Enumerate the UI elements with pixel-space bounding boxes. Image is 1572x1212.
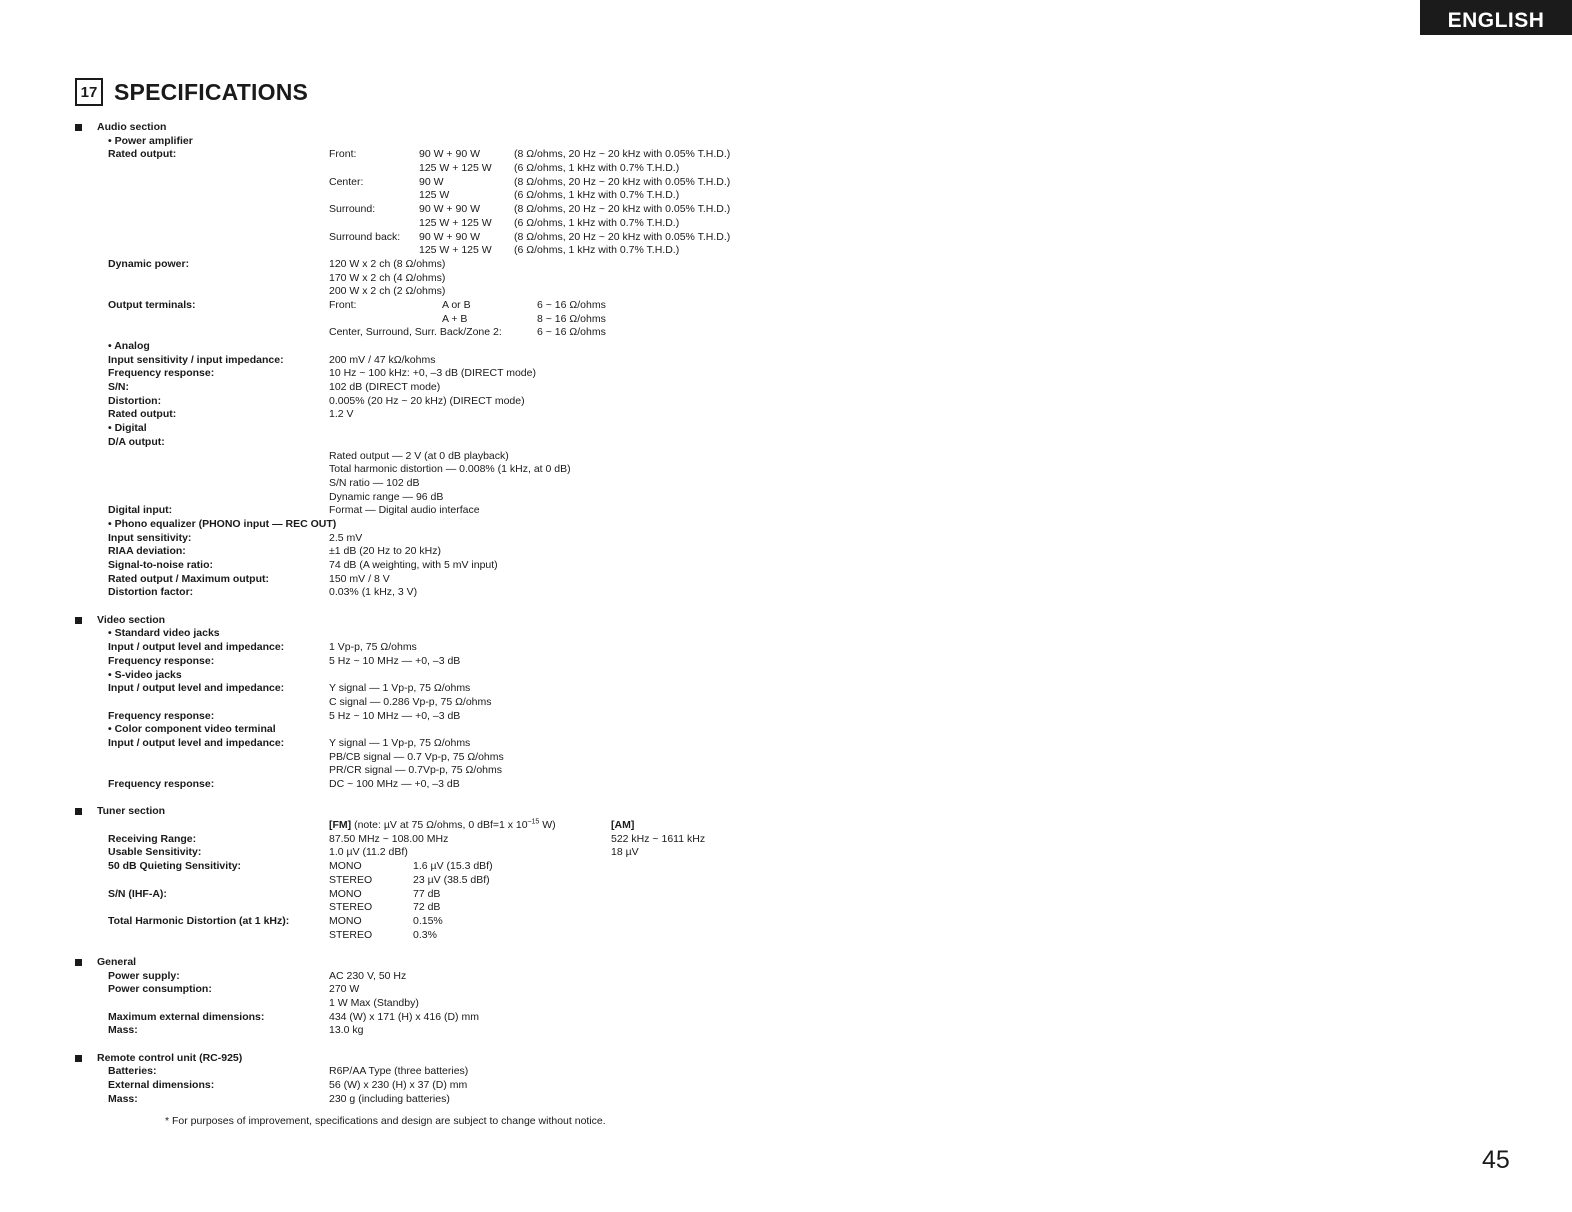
spec-row bbox=[0, 874, 1572, 888]
fm-note-unit: W) bbox=[539, 819, 556, 832]
spec-row bbox=[0, 737, 1572, 751]
mode-value: 0.15% bbox=[413, 914, 443, 927]
subsection-header bbox=[0, 422, 1572, 436]
impedance-value: 6 ~ 16 Ω/ohms bbox=[537, 326, 606, 339]
spec-label: S/N: bbox=[108, 381, 129, 394]
language-tab: ENGLISH bbox=[1420, 0, 1572, 35]
spec-value: 56 (W) x 230 (H) x 37 (D) mm bbox=[329, 1079, 468, 1092]
spec-row bbox=[0, 1093, 1572, 1107]
spec-value: S/N ratio — 102 dB bbox=[329, 476, 420, 489]
spec-value: 0.03% (1 kHz, 3 V) bbox=[329, 586, 418, 599]
spec-label: Frequency response: bbox=[108, 778, 215, 790]
section-title: Video section bbox=[97, 613, 166, 626]
terminal-mode: A + B bbox=[442, 312, 468, 325]
spec-label: Mass: bbox=[108, 1024, 138, 1037]
mode-value: 23 µV (38.5 dBf) bbox=[413, 873, 490, 886]
spec-value: 1.2 V bbox=[329, 408, 354, 421]
spec-row bbox=[0, 710, 1572, 724]
video-section-header bbox=[0, 614, 1572, 628]
remote-section-header bbox=[0, 1052, 1572, 1066]
fm-tag: [FM] bbox=[329, 819, 352, 832]
rated-output-row bbox=[0, 244, 1572, 258]
spec-label: S/N (IHF-A): bbox=[108, 887, 167, 900]
spec-value: ±1 dB (20 Hz to 20 kHz) bbox=[329, 545, 441, 558]
spec-row bbox=[0, 983, 1572, 997]
subsection-header bbox=[0, 669, 1572, 683]
audio-section-header bbox=[0, 121, 1572, 135]
spec-label: Mass: bbox=[108, 1092, 138, 1105]
spec-value: PB/CB signal — 0.7 Vp-p, 75 Ω/ohms bbox=[329, 750, 504, 763]
channel-name: Surround back: bbox=[329, 230, 401, 243]
bullet-square-icon bbox=[75, 1055, 82, 1062]
spec-row bbox=[0, 504, 1572, 518]
spec-value: 434 (W) x 171 (H) x 416 (D) mm bbox=[329, 1010, 479, 1023]
rated-output-row bbox=[0, 162, 1572, 176]
spec-label: Distortion: bbox=[108, 394, 162, 407]
channel-name: Center, Surround, Surr. Back/Zone 2: bbox=[329, 326, 502, 339]
spec-value: 200 W x 2 ch (2 Ω/ohms) bbox=[329, 285, 446, 298]
spec-label: Input / output level and impedance: bbox=[108, 641, 285, 654]
spec-row bbox=[0, 1079, 1572, 1093]
fm-band-header bbox=[329, 819, 556, 833]
spec-row bbox=[0, 1024, 1572, 1038]
bullet-square-icon bbox=[75, 124, 82, 131]
spec-value: 13.0 kg bbox=[329, 1024, 364, 1037]
spec-value: Total harmonic distortion — 0.008% (1 kHz, at 0 dB) bbox=[329, 463, 571, 476]
subsection-title: • Digital bbox=[108, 422, 147, 435]
spec-value: DC ~ 100 MHz — +0, –3 dB bbox=[329, 778, 460, 790]
power-value: 90 W + 90 W bbox=[419, 203, 480, 216]
power-value: 90 W + 90 W bbox=[419, 230, 480, 243]
spec-row bbox=[0, 929, 1572, 943]
spec-row bbox=[0, 751, 1572, 765]
subsection-title: • S-video jacks bbox=[108, 668, 182, 681]
condition-value: (6 Ω/ohms, 1 kHz with 0.7% T.H.D.) bbox=[514, 162, 680, 175]
power-value: 125 W bbox=[419, 189, 450, 202]
spec-value: C signal — 0.286 Vp-p, 75 Ω/ohms bbox=[329, 695, 492, 708]
am-tag: [AM] bbox=[611, 819, 635, 832]
spec-label: 50 dB Quieting Sensitivity: bbox=[108, 860, 242, 873]
spec-label: Frequency response: bbox=[108, 654, 215, 667]
spec-label: Maximum external dimensions: bbox=[108, 1010, 265, 1023]
spec-row bbox=[0, 641, 1572, 655]
spec-value: 170 W x 2 ch (4 Ω/ohms) bbox=[329, 271, 446, 284]
page-heading bbox=[75, 78, 308, 106]
rated-output-row bbox=[0, 189, 1572, 203]
spec-row bbox=[0, 888, 1572, 902]
condition-value: (8 Ω/ohms, 20 Hz ~ 20 kHz with 0.05% T.H.D.) bbox=[514, 175, 731, 188]
spec-label: Input sensitivity: bbox=[108, 531, 192, 544]
page-title: SPECIFICATIONS bbox=[114, 78, 309, 105]
page-number: 45 bbox=[1482, 1146, 1510, 1174]
spec-row bbox=[0, 559, 1572, 573]
tuner-band-header bbox=[0, 819, 1572, 833]
subsection-title: • Phono equalizer (PHONO input — REC OUT) bbox=[108, 517, 337, 530]
rated-output-row bbox=[0, 148, 1572, 162]
spec-row bbox=[0, 915, 1572, 929]
tuner-section-header bbox=[0, 805, 1572, 819]
spec-row bbox=[0, 1011, 1572, 1025]
spec-value: 10 Hz ~ 100 kHz: +0, –3 dB (DIRECT mode) bbox=[329, 367, 536, 380]
channel-name: Surround: bbox=[329, 203, 376, 216]
mode-value: 77 dB bbox=[413, 887, 441, 900]
subsection-header bbox=[0, 723, 1572, 737]
spec-value: 5 Hz ~ 10 MHz — +0, –3 dB bbox=[329, 654, 461, 667]
spec-row bbox=[0, 655, 1572, 669]
bullet-square-icon bbox=[75, 808, 82, 815]
spec-row bbox=[0, 696, 1572, 710]
impedance-value: 8 ~ 16 Ω/ohms bbox=[537, 312, 606, 325]
spec-label: Power consumption: bbox=[108, 983, 212, 996]
power-value: 125 W + 125 W bbox=[419, 216, 492, 229]
channel-name: Front: bbox=[329, 298, 357, 311]
spec-row bbox=[0, 532, 1572, 546]
mode-name: STEREO bbox=[329, 928, 373, 941]
rated-output-row bbox=[0, 231, 1572, 245]
spec-label: Rated output / Maximum output: bbox=[108, 572, 269, 585]
spec-label: Rated output: bbox=[108, 148, 177, 161]
condition-value: (8 Ω/ohms, 20 Hz ~ 20 kHz with 0.05% T.H.D.) bbox=[514, 230, 731, 243]
spec-row bbox=[0, 367, 1572, 381]
spec-value: Format — Digital audio interface bbox=[329, 504, 480, 517]
condition-value: (8 Ω/ohms, 20 Hz ~ 20 kHz with 0.05% T.H.D.) bbox=[514, 203, 731, 216]
spec-label: Usable Sensitivity: bbox=[108, 846, 202, 859]
condition-value: (8 Ω/ohms, 20 Hz ~ 20 kHz with 0.05% T.H.D.) bbox=[514, 148, 731, 161]
spec-value: AC 230 V, 50 Hz bbox=[329, 969, 407, 982]
spec-row bbox=[0, 682, 1572, 696]
section-title: Remote control unit (RC-925) bbox=[97, 1051, 243, 1064]
spec-label: Output terminals: bbox=[108, 298, 196, 311]
section-number-box: 17 bbox=[75, 78, 103, 106]
spec-value: 1 Vp-p, 75 Ω/ohms bbox=[329, 641, 417, 654]
spec-row bbox=[0, 436, 1572, 450]
spec-value: 200 mV / 47 kΩ/kohms bbox=[329, 353, 436, 366]
spec-row bbox=[0, 833, 1572, 847]
channel-name: Front: bbox=[329, 148, 357, 161]
spec-label: Digital input: bbox=[108, 504, 173, 517]
spec-row bbox=[0, 408, 1572, 422]
channel-name: Center: bbox=[329, 175, 364, 188]
spec-label: Signal-to-noise ratio: bbox=[108, 559, 213, 571]
spec-label: Input sensitivity / input impedance: bbox=[108, 353, 284, 366]
terminal-mode: A or B bbox=[442, 298, 471, 311]
subsection-header bbox=[0, 135, 1572, 149]
spec-label: Power supply: bbox=[108, 969, 180, 982]
spec-row bbox=[0, 477, 1572, 491]
am-value: 522 kHz ~ 1611 kHz bbox=[611, 832, 706, 845]
dynamic-power-row bbox=[0, 285, 1572, 299]
spec-value: 1 W Max (Standby) bbox=[329, 997, 419, 1009]
rated-output-row bbox=[0, 217, 1572, 231]
power-value: 125 W + 125 W bbox=[419, 244, 492, 257]
subsection-header bbox=[0, 627, 1572, 641]
power-value: 90 W bbox=[419, 175, 444, 188]
section-title: General bbox=[97, 955, 137, 968]
subsection-title: • Analog bbox=[108, 340, 150, 352]
mode-value: 1.6 µV (15.3 dBf) bbox=[413, 860, 493, 873]
spec-row bbox=[0, 450, 1572, 464]
condition-value: (6 Ω/ohms, 1 kHz with 0.7% T.H.D.) bbox=[514, 189, 680, 202]
spec-value: 102 dB (DIRECT mode) bbox=[329, 381, 441, 394]
subsection-title: • Standard video jacks bbox=[108, 627, 220, 640]
spec-row bbox=[0, 491, 1572, 505]
bullet-square-icon bbox=[75, 959, 82, 966]
spec-row bbox=[0, 764, 1572, 778]
spec-label: Batteries: bbox=[108, 1065, 157, 1078]
subsection-title: • Color component video terminal bbox=[108, 723, 276, 736]
output-terminals-row bbox=[0, 313, 1572, 327]
bullet-square-icon bbox=[75, 617, 82, 624]
spec-value: 150 mV / 8 V bbox=[329, 572, 390, 585]
spec-row bbox=[0, 846, 1572, 860]
spec-label: RIAA deviation: bbox=[108, 545, 186, 558]
fm-value: 1.0 µV (11.2 dBf) bbox=[329, 846, 408, 859]
spec-value: 0.005% (20 Hz ~ 20 kHz) (DIRECT mode) bbox=[329, 394, 525, 407]
specifications-list bbox=[0, 121, 1572, 1107]
spec-value: 2.5 mV bbox=[329, 531, 363, 544]
fm-note-exponent: –15 bbox=[527, 818, 540, 826]
spec-row bbox=[0, 395, 1572, 409]
output-terminals-row bbox=[0, 299, 1572, 313]
spec-label: External dimensions: bbox=[108, 1079, 215, 1092]
mode-value: 72 dB bbox=[413, 901, 441, 914]
spec-row bbox=[0, 545, 1572, 559]
spec-label: Total Harmonic Distortion (at 1 kHz): bbox=[108, 914, 290, 927]
spec-row bbox=[0, 1065, 1572, 1079]
section-title: Audio section bbox=[97, 121, 167, 133]
mode-name: MONO bbox=[329, 914, 362, 927]
spec-label: Receiving Range: bbox=[108, 832, 197, 845]
spec-label: Rated output: bbox=[108, 408, 177, 421]
spec-row bbox=[0, 901, 1572, 915]
spec-value: 230 g (including batteries) bbox=[329, 1092, 450, 1105]
spec-value: 120 W x 2 ch (8 Ω/ohms) bbox=[329, 257, 446, 270]
power-value: 125 W + 125 W bbox=[419, 162, 492, 175]
spec-row bbox=[0, 463, 1572, 477]
mode-value: 0.3% bbox=[413, 928, 437, 941]
spec-row bbox=[0, 586, 1572, 600]
spec-value: PR/CR signal — 0.7Vp-p, 75 Ω/ohms bbox=[329, 764, 503, 777]
spec-value: 74 dB (A weighting, with 5 mV input) bbox=[329, 559, 498, 571]
spec-label: Input / output level and impedance: bbox=[108, 736, 285, 749]
spec-row bbox=[0, 354, 1572, 368]
spec-label: Input / output level and impedance: bbox=[108, 682, 285, 695]
subsection-title: • Power amplifier bbox=[108, 134, 193, 147]
subsection-header bbox=[0, 518, 1572, 532]
mode-name: MONO bbox=[329, 860, 362, 873]
spec-value: Y signal — 1 Vp-p, 75 Ω/ohms bbox=[329, 736, 471, 749]
condition-value: (6 Ω/ohms, 1 kHz with 0.7% T.H.D.) bbox=[514, 244, 680, 257]
am-value: 18 µV bbox=[611, 846, 639, 859]
impedance-value: 6 ~ 16 Ω/ohms bbox=[537, 298, 606, 311]
mode-name: MONO bbox=[329, 887, 362, 900]
spec-value: 270 W bbox=[329, 983, 360, 996]
spec-row bbox=[0, 573, 1572, 587]
spec-row bbox=[0, 860, 1572, 874]
output-terminals-row bbox=[0, 326, 1572, 340]
spec-label: Frequency response: bbox=[108, 367, 215, 380]
subsection-header bbox=[0, 340, 1572, 354]
spec-value: R6P/AA Type (three batteries) bbox=[329, 1065, 469, 1078]
section-title: Tuner section bbox=[97, 805, 166, 818]
spec-row bbox=[0, 997, 1572, 1011]
rated-output-row bbox=[0, 203, 1572, 217]
spec-row bbox=[0, 381, 1572, 395]
condition-value: (6 Ω/ohms, 1 kHz with 0.7% T.H.D.) bbox=[514, 216, 680, 229]
general-section-header bbox=[0, 956, 1572, 970]
spec-value: 5 Hz ~ 10 MHz — +0, –3 dB bbox=[329, 709, 461, 722]
rated-output-row bbox=[0, 176, 1572, 190]
dynamic-power-row bbox=[0, 272, 1572, 286]
spec-label: Dynamic power: bbox=[108, 257, 190, 270]
spec-row bbox=[0, 778, 1572, 792]
spec-value: Rated output — 2 V (at 0 dB playback) bbox=[329, 449, 509, 462]
dynamic-power-row bbox=[0, 258, 1572, 272]
spec-label: Frequency response: bbox=[108, 709, 215, 722]
spec-label: D/A output: bbox=[108, 435, 165, 448]
fm-value: 87.50 MHz ~ 108.00 MHz bbox=[329, 832, 449, 845]
spec-value: Y signal — 1 Vp-p, 75 Ω/ohms bbox=[329, 682, 471, 695]
spec-row bbox=[0, 970, 1572, 984]
fm-note: (note: µV at 75 Ω/ohms, 0 dBf=1 x 10 bbox=[354, 819, 528, 832]
mode-name: STEREO bbox=[329, 901, 373, 914]
spec-value: Dynamic range — 96 dB bbox=[329, 490, 444, 503]
power-value: 90 W + 90 W bbox=[419, 148, 480, 161]
mode-name: STEREO bbox=[329, 873, 373, 886]
spec-label: Distortion factor: bbox=[108, 586, 194, 599]
footnote: * For purposes of improvement, specifications and design are subject to change without notice. bbox=[165, 1115, 606, 1127]
